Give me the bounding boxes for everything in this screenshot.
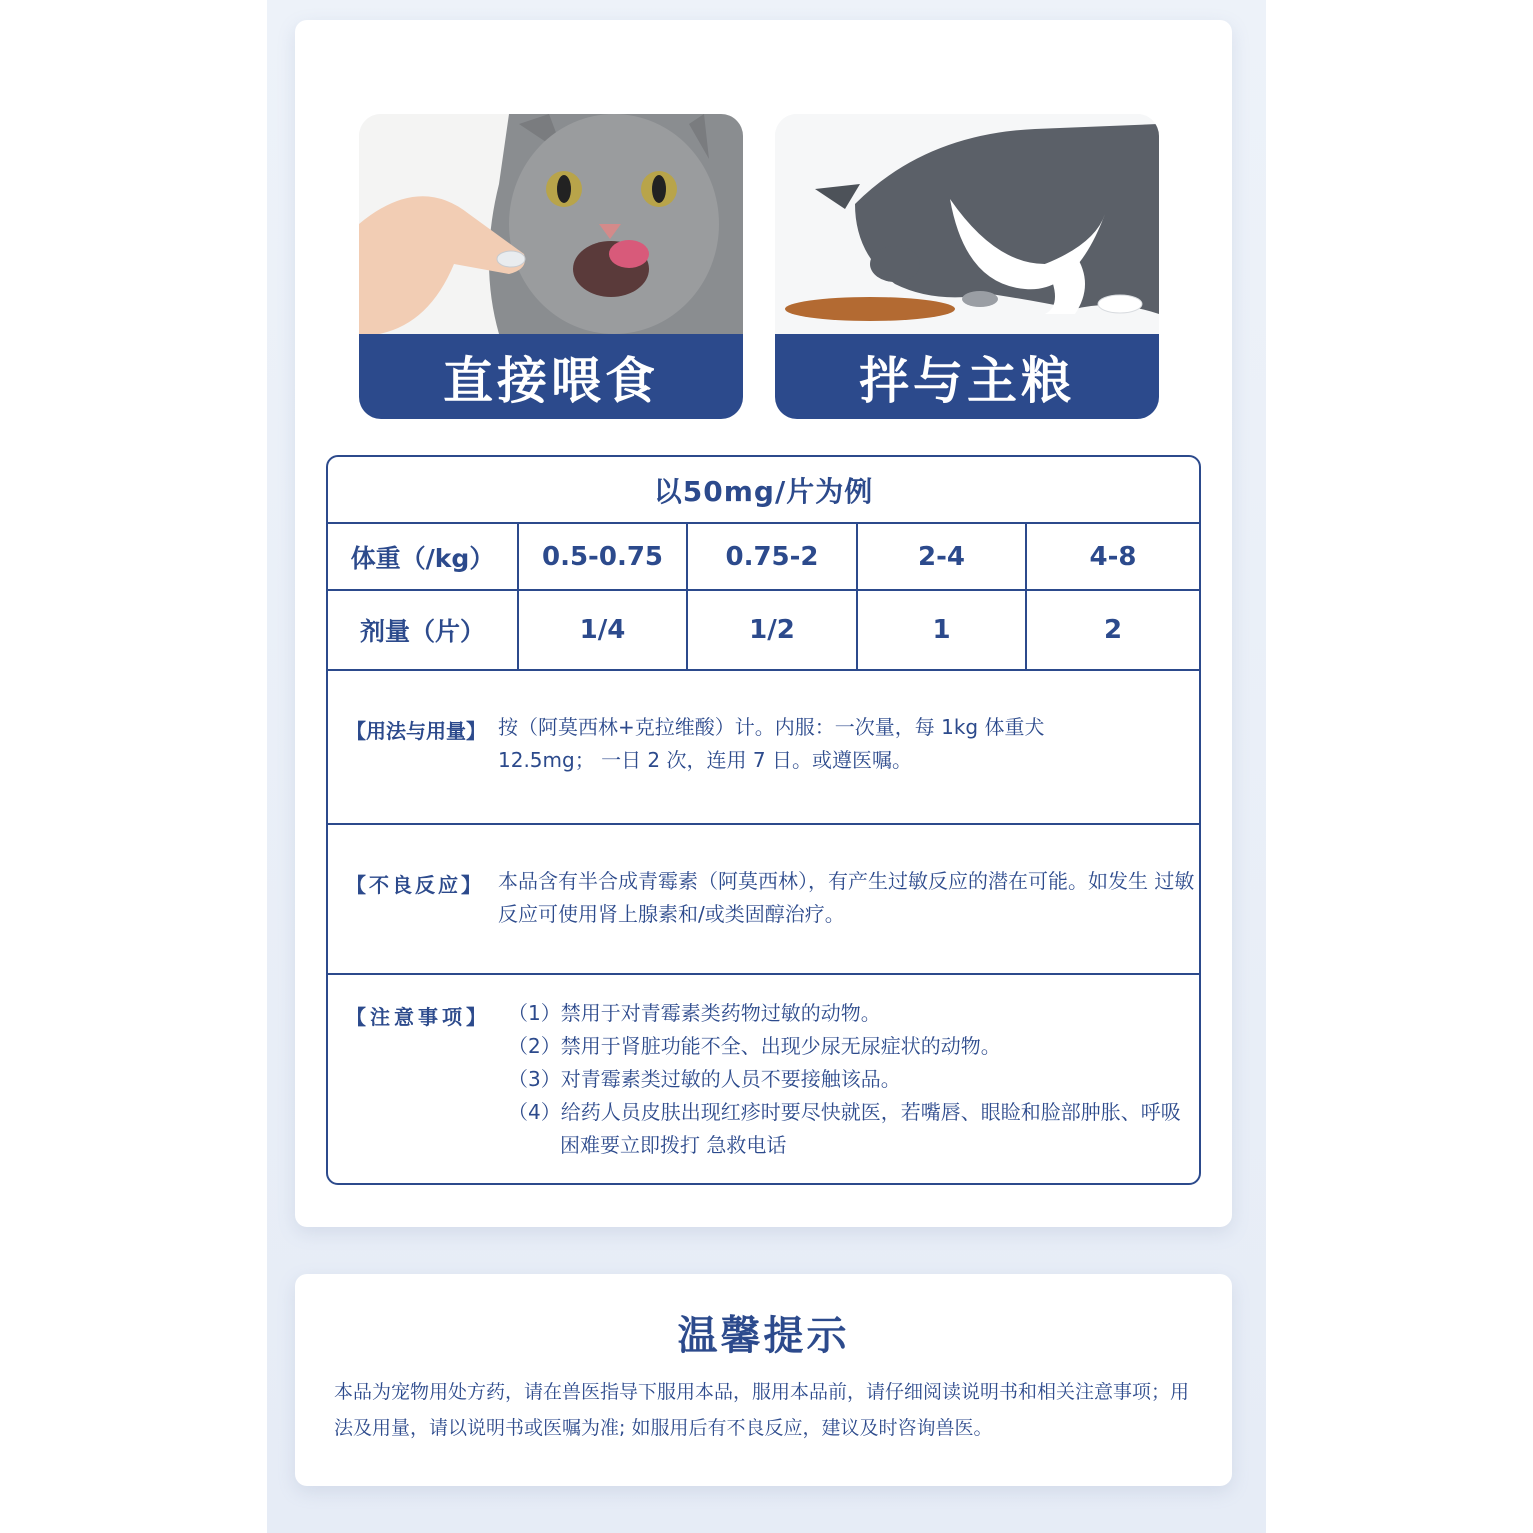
adverse-heading: 【不良反应】 [346,873,484,897]
tip-card [295,1274,1232,1486]
dose-cell: 1/4 [519,591,688,669]
caution-item: （3）对青霉素类过敏的人员不要接触该品。 [508,1067,901,1091]
usage-section [328,671,1199,825]
dose-row [328,591,1199,671]
usage-text: 按（阿莫西林+克拉维酸）计。内服：一次量，每 1kg 体重犬 12.5mg； 一日 2 次，连用 7 日。或遵医嘱。 [498,715,1045,772]
cat-licking-pill-photo [359,114,743,334]
cat-eating-kibble-photo [775,114,1159,334]
method-label: 直接喂食 [359,334,743,419]
dosage-table-title: 以50mg/片为例 [328,457,1199,524]
dose-cell: 1 [858,591,1027,669]
instructions-card [295,20,1232,1227]
caution-item: （1）禁用于对青霉素类药物过敏的动物。 [508,1001,881,1025]
caution-heading: 【注意事项】 [346,1005,490,1029]
usage-heading: 【用法与用量】 [346,719,486,743]
caution-item: （2）禁用于肾脏功能不全、出现少尿无尿症状的动物。 [508,1034,1001,1058]
caution-list [508,997,1188,1162]
method-mix-food [775,114,1159,419]
dose-header: 剂量（片） [328,591,519,669]
weight-row [328,524,1199,591]
dose-cell: 2 [1103,615,1123,645]
method-direct-feed [359,114,743,419]
dosage-table [326,455,1201,1185]
tip-text: 本品为宠物用处方药，请在兽医指导下服用本品，服用本品前，请仔细阅读说明书和相关注意事项；用法及用量，请以说明书或医嘱为准; 如服用后有不良反应，建议及时咨询兽医。 [334,1381,1190,1439]
tip-title: 温馨提示 [677,1313,850,1359]
caution-section [328,975,1199,1185]
caution-item: （4）给药人员皮肤出现红疹时要尽快就医，若嘴唇、眼睑和脸部肿胀、呼吸困难要立即拨打 急救电话 [508,1100,1181,1157]
weight-cell: 0.75-2 [688,524,858,589]
weight-cell: 0.5-0.75 [519,524,688,589]
adverse-text: 本品含有半合成青霉素（阿莫西林），有产生过敏反应的潜在可能。如发生 过敏反应可使用肾上腺素和/或类固醇治疗。 [498,869,1195,926]
weight-cell: 2-4 [858,524,1027,589]
weight-cell: 4-8 [1089,541,1137,572]
dose-cell: 1/2 [688,591,858,669]
weight-header: 体重（/kg） [328,524,519,589]
adverse-section [328,825,1199,975]
method-label: 拌与主粮 [775,334,1159,419]
